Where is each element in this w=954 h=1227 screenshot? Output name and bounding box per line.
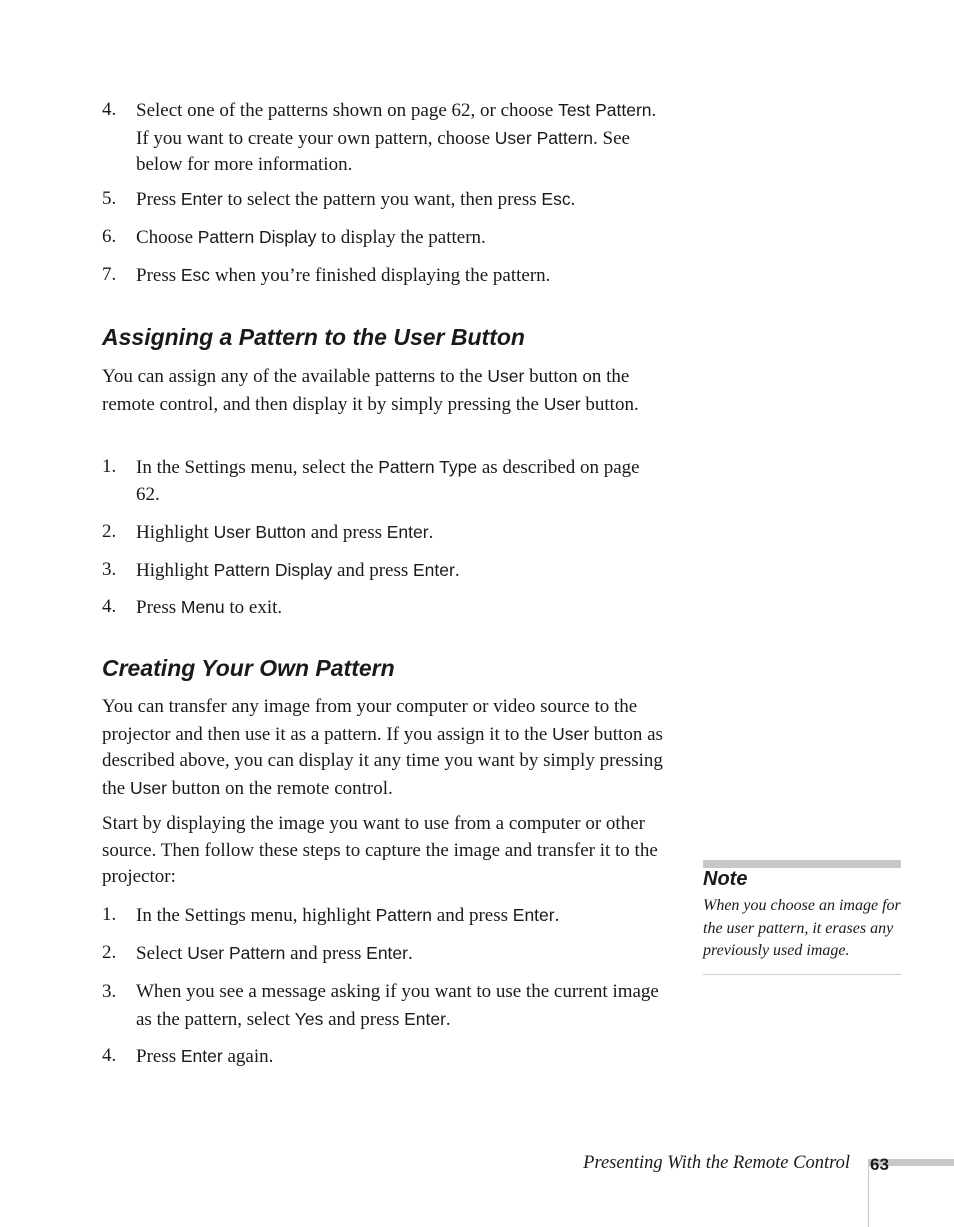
ui-term: Enter (180, 189, 223, 209)
step-text: Choose Pattern Display to display the pattern. (136, 227, 486, 248)
list-item (102, 940, 668, 968)
page-number: 63 (870, 1155, 889, 1174)
step-number: 5. (102, 188, 117, 209)
step-number: 1. (102, 456, 117, 477)
list-item (102, 186, 668, 214)
ui-term: Enter (413, 560, 455, 580)
list-item (102, 902, 668, 930)
ui-term: Menu (180, 597, 225, 617)
step-number: 7. (102, 264, 117, 285)
list-item (102, 262, 668, 290)
list-item (102, 557, 668, 585)
list-item (102, 97, 668, 179)
ui-term: Yes (294, 1008, 324, 1029)
ui-term: Pattern Display (213, 560, 333, 580)
ui-term: Pattern (375, 905, 433, 925)
step-number: 1. (102, 904, 117, 925)
list-item (102, 454, 668, 508)
ui-term: User Pattern (187, 943, 286, 963)
step-text: When you see a message asking if you want to use the current image as the pattern, select Yes and press Enter. (136, 981, 659, 1030)
step-number: 2. (102, 521, 117, 542)
list-item (102, 979, 668, 1033)
ui-term: Enter (512, 905, 555, 925)
section-heading-assigning-pattern: Assigning a Pattern to the User Button (102, 324, 525, 350)
step-text: Press Enter again. (136, 1046, 274, 1067)
section2-para2: Start by displaying the image you want to use from a computer or other source. Then follow these steps to capture the image and transfer it to the projector: (102, 813, 658, 887)
step-number: 4. (102, 1045, 117, 1066)
note-text: When you choose an image for the user pattern, it erases any previously used image. (703, 897, 901, 959)
section1-intro: You can assign any of the available patterns to the User button on the remote control, and then display it by simply pressing the User button. (102, 366, 639, 415)
step-text: Press Enter to select the pattern you want, then press Esc. (136, 189, 576, 210)
step-text: Highlight User Button and press Enter. (136, 522, 434, 543)
ui-term: Enter (180, 1046, 223, 1066)
ui-term: User (487, 366, 525, 386)
note-top-bar (703, 860, 901, 868)
step-text: Select User Pattern and press Enter. (136, 943, 413, 964)
footer-chapter-title: Presenting With the Remote Control (583, 1153, 850, 1173)
list-item (102, 519, 668, 547)
list-item (102, 1043, 668, 1071)
step-text: Highlight Pattern Display and press Enter. (136, 560, 460, 581)
ui-term: Enter (404, 1008, 446, 1029)
note-bottom-rule (703, 974, 901, 975)
section2-body (102, 694, 668, 802)
ui-term: User (552, 723, 590, 744)
step-text: In the Settings menu, highlight Pattern and press Enter. (136, 905, 560, 926)
step-number: 4. (102, 99, 117, 120)
section2-para1: You can transfer any image from your computer or video source to the projector and then use it as a pattern. If you assign it to the User button as described above, you can display it any time you want by simply pressing the User button on the remote control. (102, 696, 663, 799)
ui-term: Esc (541, 189, 571, 209)
ui-term: User Pattern (494, 127, 593, 148)
step-number: 3. (102, 559, 117, 580)
step-text: Press Esc when you’re finished displaying the pattern. (136, 265, 551, 286)
ui-term: Pattern Display (197, 227, 317, 247)
ui-term: Enter (386, 522, 429, 542)
section-heading-creating-pattern: Creating Your Own Pattern (102, 655, 395, 681)
section2-body-2 (102, 811, 668, 891)
ui-term: User (129, 777, 167, 798)
note-title: Note (703, 868, 748, 890)
step-text: Press Menu to exit. (136, 597, 283, 618)
footer-divider (868, 1166, 869, 1227)
section1-body (102, 363, 668, 418)
step-text: Select one of the patterns shown on page 62, or choose Test Pattern. If you want to create your own pattern, choose User Pattern. See below for more information. (136, 100, 657, 175)
list-item (102, 224, 668, 252)
step-text: In the Settings menu, select the Pattern Type as described on page 62. (136, 457, 640, 505)
ui-term: Pattern Type (378, 457, 478, 477)
ui-term: Test Pattern (558, 100, 652, 120)
step-number: 6. (102, 226, 117, 247)
ui-term: Enter (366, 943, 408, 963)
step-number: 3. (102, 981, 117, 1002)
list-item (102, 594, 668, 622)
step-number: 2. (102, 942, 117, 963)
ui-term: User Button (213, 522, 306, 542)
ui-term: User (543, 393, 581, 414)
ui-term: Esc (180, 265, 211, 285)
step-number: 4. (102, 596, 117, 617)
